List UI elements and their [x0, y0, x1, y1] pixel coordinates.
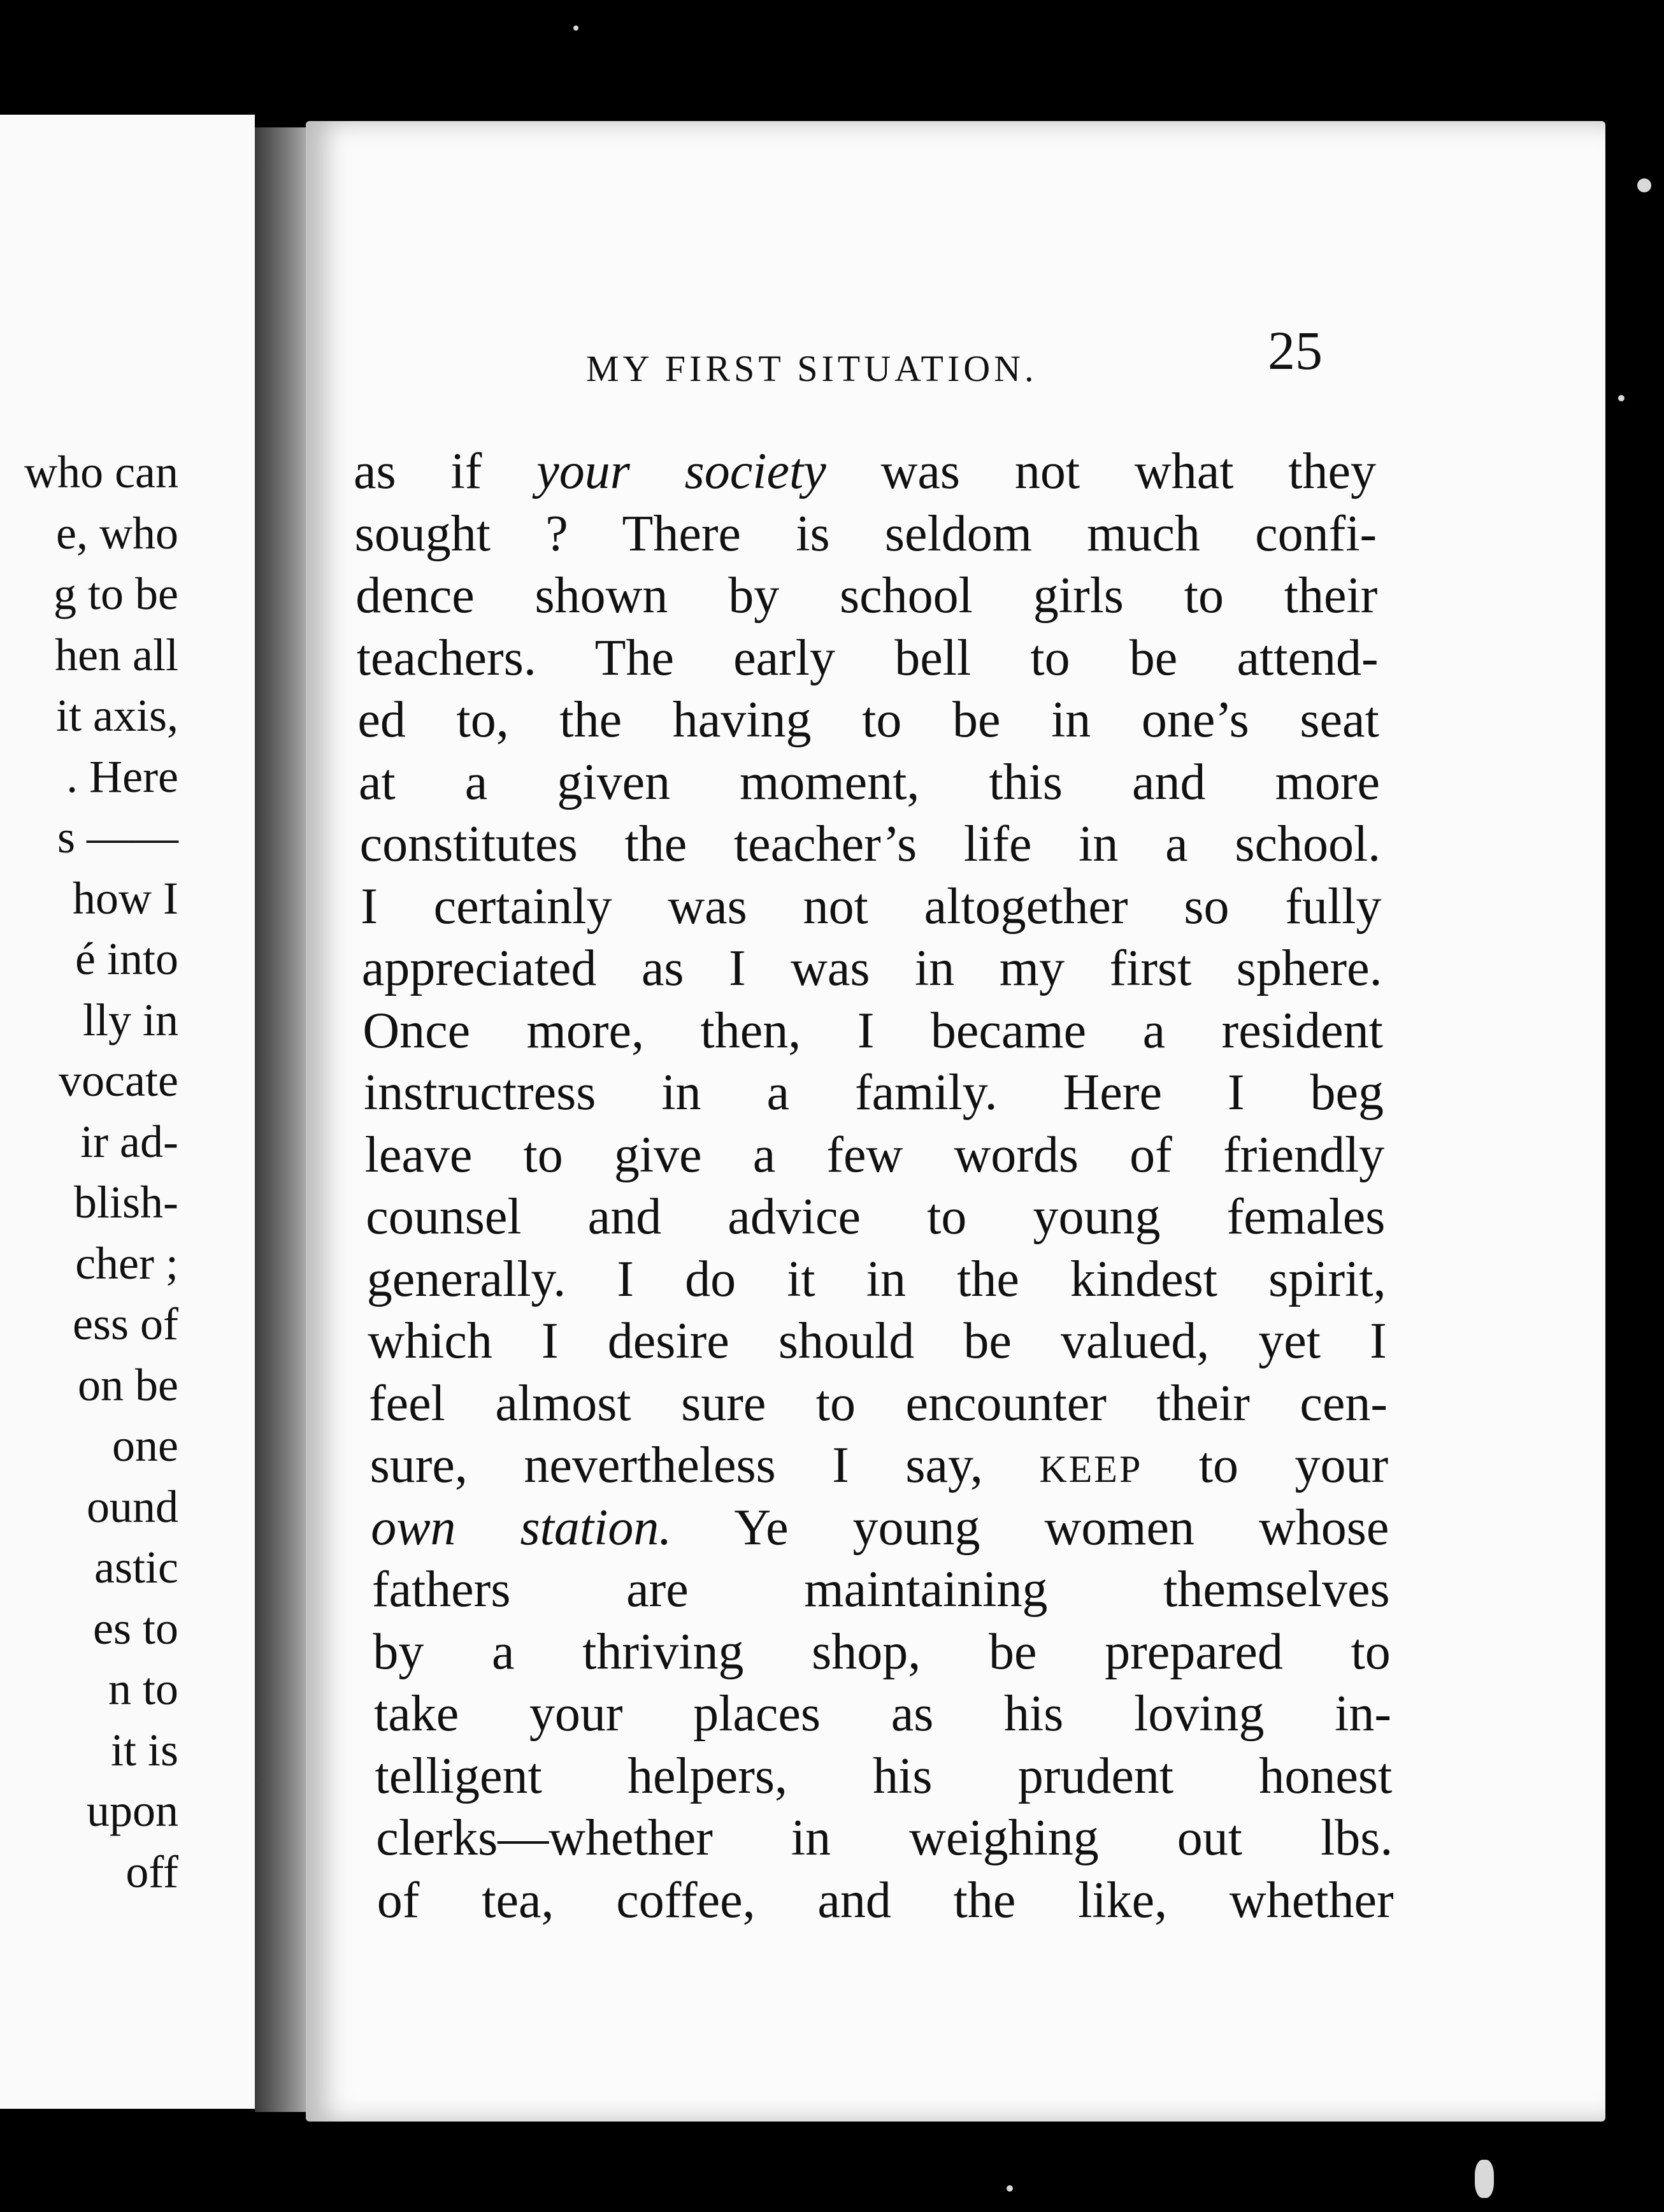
- italic-phrase: own station.: [371, 1499, 672, 1556]
- body-line: fathers are maintaining themselves: [371, 1562, 1390, 1618]
- left-page-line: hen all: [55, 629, 178, 680]
- left-page-line: ir ad-: [80, 1116, 178, 1167]
- body-line: sought ? There is seldom much confi-: [354, 505, 1377, 562]
- left-page-line: astic: [94, 1542, 178, 1593]
- body-line: clerks—whether in weighing out lbs.: [376, 1810, 1393, 1866]
- running-head: MY FIRST SITUATION.: [586, 348, 1038, 389]
- left-page-line: it is: [110, 1724, 178, 1776]
- left-page-line: vocate: [59, 1055, 178, 1106]
- body-line: feel almost sure to encounter their cen-: [369, 1375, 1388, 1432]
- left-page-line: it axis,: [56, 690, 178, 741]
- left-page-line: one: [112, 1420, 178, 1471]
- left-page-line: e, who: [56, 507, 178, 559]
- body-line: at a given moment, this and more: [359, 754, 1380, 810]
- left-page-line: how I: [73, 872, 178, 924]
- dust-speck: [1007, 2185, 1013, 2192]
- left-page-line: g to be: [54, 568, 178, 619]
- body-line: which I desire should be valued, yet I: [368, 1313, 1387, 1369]
- body-line: I certainly was not altogether so fully: [361, 878, 1382, 935]
- body-line: by a thriving shop, be prepared to: [373, 1623, 1391, 1680]
- left-page-line: cher ;: [75, 1237, 178, 1289]
- left-page-line: ound: [87, 1481, 178, 1532]
- body-line: take your places as his loving in-: [374, 1686, 1391, 1742]
- body-line: as if your society was not what they: [354, 443, 1377, 499]
- body-line: instructress in a family. Here I beg: [364, 1065, 1384, 1121]
- left-page-line: upon: [87, 1785, 178, 1836]
- body-line: Once more, then, I became a resident: [362, 1002, 1383, 1059]
- left-page-line: . Here: [66, 750, 178, 802]
- left-page-line: blish-: [73, 1177, 178, 1228]
- body-line: dence shown by school girls to their: [355, 568, 1378, 624]
- left-page-line: s ——: [57, 812, 178, 863]
- left-page-line: on be: [78, 1359, 178, 1411]
- left-page-line: n to: [108, 1663, 178, 1714]
- left-page-line: ess of: [73, 1298, 178, 1349]
- dust-speck: [1618, 395, 1625, 401]
- book-gutter: [255, 127, 312, 2112]
- body-line: counsel and advice to young females: [366, 1189, 1386, 1245]
- body-line: ed to, the having to be in one’s seat: [357, 692, 1379, 748]
- dust-speck: [1475, 2160, 1494, 2198]
- italic-phrase: your society: [536, 443, 826, 499]
- dust-speck: [573, 25, 578, 31]
- body-line: generally. I do it in the kindest spirit,: [366, 1251, 1386, 1307]
- body-line: own station. Ye young women whose: [371, 1499, 1389, 1556]
- body-line: teachers. The early bell to be attend-: [356, 629, 1379, 686]
- body-line: leave to give a few words of friendly: [364, 1126, 1385, 1183]
- small-caps-word: KEEP: [1039, 1448, 1143, 1490]
- left-page-line: é into: [75, 933, 178, 984]
- left-page-line: es to: [93, 1602, 178, 1654]
- left-page-line: off: [126, 1846, 178, 1897]
- left-page-line: lly in: [82, 994, 178, 1045]
- page-number: 25: [1268, 320, 1323, 381]
- left-page: [0, 115, 255, 2109]
- body-line: of tea, coffee, and the like, whether: [377, 1872, 1394, 1928]
- dust-speck: [1637, 178, 1651, 192]
- body-line: sure, nevertheless I say, KEEP to your: [369, 1437, 1389, 1493]
- left-page-line: who can: [24, 447, 178, 498]
- body-line: appreciated as I was in my first sphere.: [361, 940, 1382, 996]
- body-line: constitutes the teacher’s life in a school.: [359, 816, 1381, 872]
- body-line: telligent helpers, his prudent honest: [375, 1748, 1393, 1804]
